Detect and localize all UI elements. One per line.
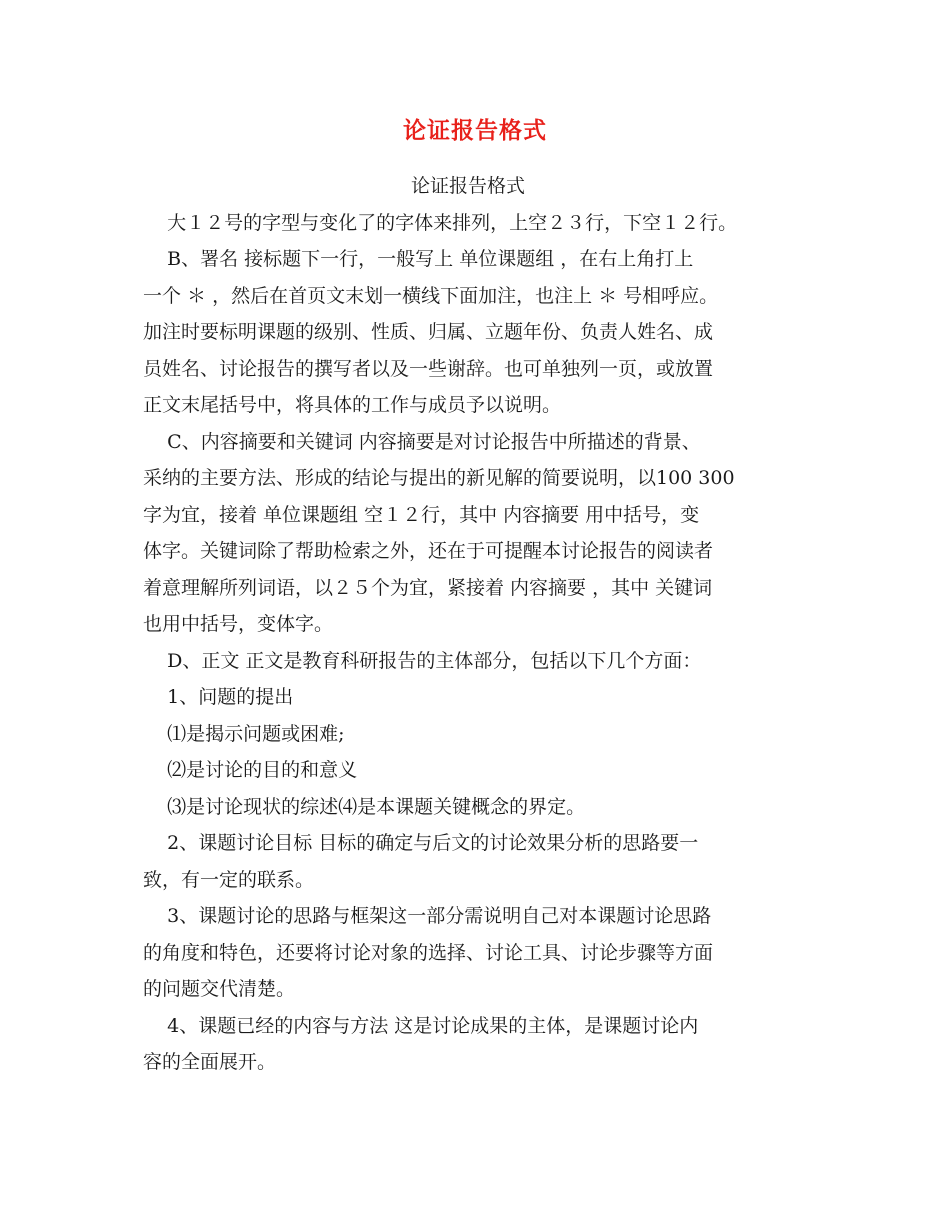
paragraph-line: 加注时要标明课题的级别、性质、归属、立题年份、负责人姓名、成 <box>143 321 714 343</box>
paragraph-line: ⑶是讨论现状的综述⑷是本课题关键概念的界定。 <box>143 795 586 818</box>
document-body <box>143 168 823 1081</box>
paragraph-line: 的问题交代清楚。 <box>143 978 296 1000</box>
document-title: 论证报告格式 <box>403 117 547 144</box>
paragraph-line: ⑴是揭示问题或困难; <box>143 722 345 745</box>
paragraph-line: 也用中括号，变体字。 <box>143 613 334 635</box>
paragraph-line: 着意理解所列词语，以２５个为宜，紧接着 内容摘要 ，其中 关键词 <box>143 576 713 599</box>
paragraph-line: 4、课题已经的内容与方法 这是讨论成果的主体，是课题讨论内 <box>143 1014 699 1037</box>
paragraph-line: 正文末尾括号中，将具体的工作与成员予以说明。 <box>143 394 562 416</box>
paragraph-line: 采纳的主要方法、形成的结论与提出的新见解的简要说明，以100 300 <box>143 467 735 489</box>
paragraph-line: 一个 ＊ ，然后在首页文末划一横线下面加注，也注上 ＊ 号相呼应。 <box>143 284 719 307</box>
paragraph-line: C、内容摘要和关键词 内容摘要是对讨论报告中所描述的背景、 <box>143 430 701 453</box>
paragraph-line: 员姓名、讨论报告的撰写者以及一些谢辞。也可单独列一页，或放置 <box>143 357 714 380</box>
paragraph-line: 字为宜，接着 单位课题组 空１２行，其中 内容摘要 用中括号，变 <box>143 503 700 526</box>
paragraph-line: 体字。关键词除了帮助检索之外，还在于可提醒本讨论报告的阅读者 <box>143 540 714 562</box>
paragraph-line: 2、课题讨论目标 目标的确定与后文的讨论效果分析的思路要一 <box>143 832 699 854</box>
paragraph-line: 容的全面展开。 <box>143 1051 277 1073</box>
paragraph-line: 3、课题讨论的思路与框架这一部分需说明自己对本课题讨论思路 <box>143 905 712 927</box>
paragraph-line: D、正文 正文是教育科研报告的主体部分，包括以下几个方面： <box>143 649 702 672</box>
paragraph-line: B、署名 接标题下一行，一般写上 单位课题组 ，在右上角打上 <box>143 248 694 270</box>
document-subtitle: 论证报告格式 <box>410 175 525 197</box>
paragraph-line: 大１２号的字型与变化了的字体来排列，上空２３行，下空１２行。 <box>143 211 738 234</box>
paragraph-line: 1、问题的提出 <box>143 686 294 708</box>
paragraph-line: 致，有一定的联系。 <box>143 868 315 891</box>
paragraph-line: 的角度和特色，还要将讨论对象的选择、讨论工具、讨论步骤等方面 <box>143 941 714 964</box>
paragraph-line: ⑵是讨论的目的和意义 <box>143 759 358 781</box>
